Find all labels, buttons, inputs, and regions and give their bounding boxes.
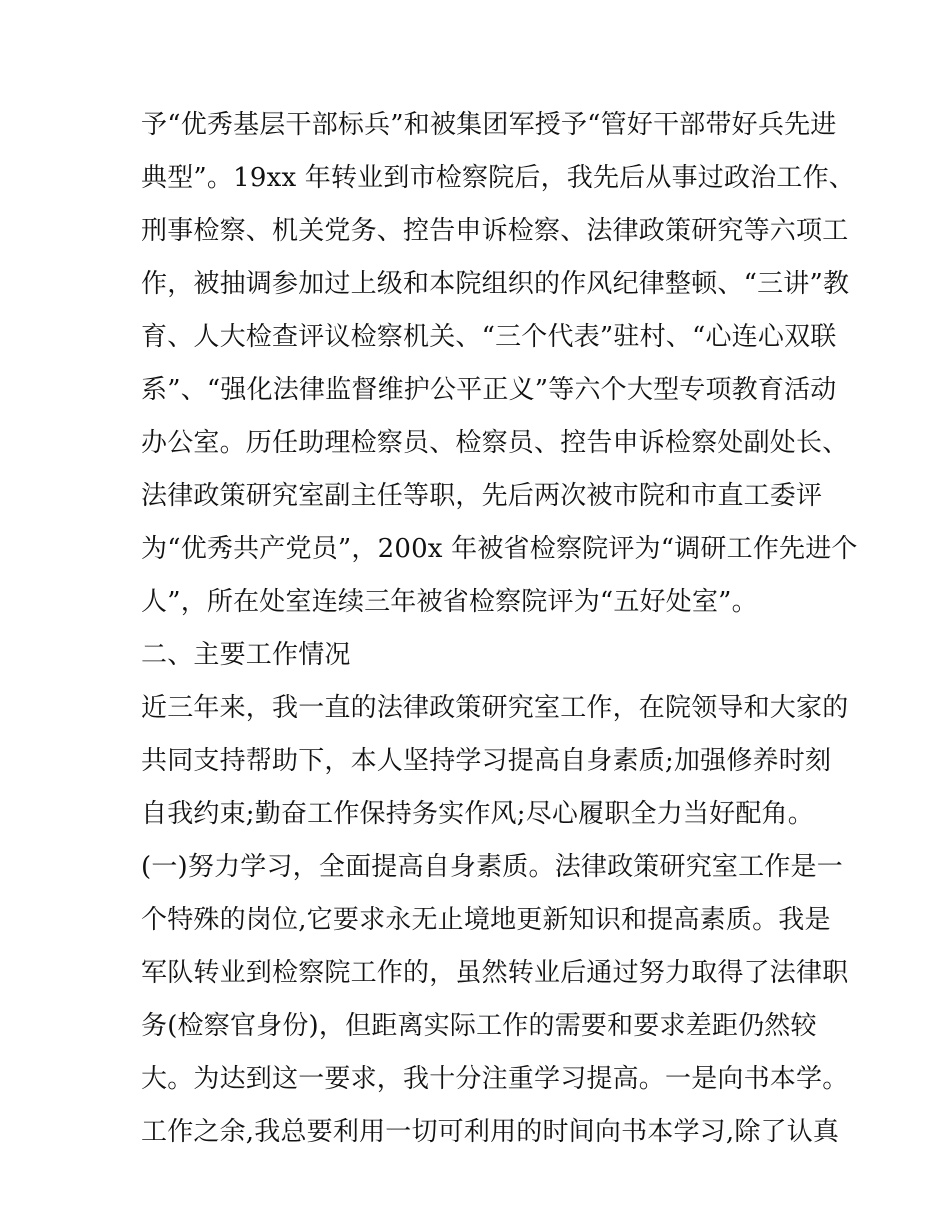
text-line-2: 典型”。19xx 年转业到市检察院后，我先后从事过政治工作、 (141, 163, 855, 193)
text-line-1: 予“优秀基层干部标兵”和被集团军授予“管好干部带好兵先进 (141, 110, 837, 140)
text-line-7: 办公室。历任助理检察员、检察员、控告申诉检察处副处长、 (141, 428, 849, 458)
text-line-19: 大。为达到这一要求，我十分注重学习提高。一是向书本学。 (141, 1064, 849, 1094)
text-line-6: 系”、“强化法律监督维护公平正义”等六个大型专项教育活动 (141, 375, 837, 405)
text-line-10: 人”，所在处室连续三年被省检察院评为“五好处室”。 (141, 587, 758, 617)
text-line-12: 近三年来，我一直的法律政策研究室工作，在院领导和大家的 (141, 693, 849, 723)
text-line-13: 共同支持帮助下，本人坚持学习提高自身素质;加强修养时刻 (141, 746, 832, 776)
text-line-8: 法律政策研究室副主任等职，先后两次被市院和市直工委评 (141, 481, 823, 511)
text-line-5: 育、人大检查评议检察机关、“三个代表”驻村、“心连心双联 (141, 322, 837, 352)
text-line-17: 军队转业到检察院工作的，虽然转业后通过努力取得了法律职 (141, 958, 849, 988)
section-heading: 二、主要工作情况 (141, 640, 351, 670)
text-line-16: 个特殊的岗位,它要求永无止境地更新知识和提高素质。我是 (141, 905, 831, 935)
text-line-15: (一)努力学习，全面提高自身素质。法律政策研究室工作是一 (141, 852, 843, 882)
text-line-3: 刑事检察、机关党务、控告申诉检察、法律政策研究等六项工 (141, 216, 849, 246)
text-line-9: 为“优秀共产党员”，200x 年被省检察院评为“调研工作先进个 (141, 534, 858, 564)
text-line-14: 自我约束;勤奋工作保持务实作风;尽心履职全力当好配角。 (141, 799, 814, 829)
text-line-4: 作，被抽调参加过上级和本院组织的作风纪律整顿、“三讲”教 (141, 269, 850, 299)
text-line-18: 务(检察官身份)，但距离实际工作的需要和要求差距仍然较 (141, 1011, 817, 1041)
text-line-20: 工作之余,我总要利用一切可利用的时间向书本学习,除了认真 (141, 1117, 840, 1147)
